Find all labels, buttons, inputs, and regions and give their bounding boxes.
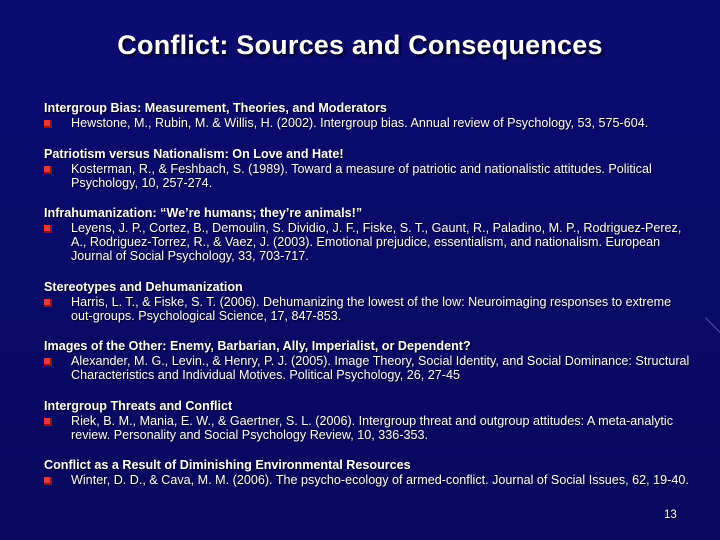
bullet-icon xyxy=(44,299,52,307)
list-item xyxy=(44,354,694,382)
list-item xyxy=(44,221,694,263)
reference-text: Kosterman, R., & Feshbach, S. (1989). Toward a measure of patriotic and nationalistic attitudes. Political Psychology, 10, 257-274. xyxy=(71,161,652,190)
reference-text: Winter, D. D., & Cava, M. M. (2006). The psycho-ecology of armed-conflict. Journal of Social Issues, 62, 19-40. xyxy=(71,473,689,487)
bullet-icon xyxy=(44,477,52,485)
section-heading: Stereotypes and Dehumanization xyxy=(44,279,243,294)
reference-section xyxy=(44,206,694,263)
section-heading: Intergroup Threats and Conflict xyxy=(44,398,233,413)
reference-text: Riek, B. M., Mania, E. W., & Gaertner, S. L. (2006). Intergroup threat and outgroup attitudes: A meta-analytic review. Personality and Social Psychology Review, 10, 336-353. xyxy=(71,413,674,442)
list-item xyxy=(44,414,694,442)
bullet-icon xyxy=(44,120,52,128)
list-item xyxy=(44,473,694,487)
bullet-icon xyxy=(44,225,52,233)
decorative-line xyxy=(705,317,720,339)
page-number: 13 xyxy=(664,509,677,521)
reference-list xyxy=(44,101,694,504)
section-heading: Intergroup Bias: Measurement, Theories, and Moderators xyxy=(44,101,387,115)
section-heading: Images of the Other: Enemy, Barbarian, Ally, Imperialist, or Dependent? xyxy=(44,339,471,353)
slide-title: Conflict: Sources and Consequences xyxy=(117,30,603,60)
section-heading: Infrahumanization: “We’re humans; they’re animals!” xyxy=(44,206,363,220)
reference-text: Leyens, J. P., Cortez, B., Demoulin, S. Dividio, J. F., Fiske, S. T., Gaunt, R., Paladino, M. P., Rodriguez-Perez, A., Rodriguez-Torrez, R., & Vaez, J. (2003). Emotional prejudice, essentialism, and nationalism. European Journal of Social Psychology, 33, 703-717. xyxy=(71,221,682,263)
reference-section xyxy=(44,399,694,442)
list-item xyxy=(44,295,694,323)
reference-text: Hewstone, M., Rubin, M. & Willis, H. (2002). Intergroup bias. Annual review of Psychology, 53, 575-604. xyxy=(71,116,649,130)
bullet-icon xyxy=(44,166,52,174)
reference-text: Alexander, M. G., Levin., & Henry, P. J. (2005). Image Theory, Social Identity, and Social Dominance: Structural Characteristics and Individual Motives. Political Psychology, 26, 27-45 xyxy=(71,354,690,382)
reference-section xyxy=(44,339,694,382)
bullet-icon xyxy=(44,418,52,426)
reference-text: Harris, L. T., & Fiske, S. T. (2006). Dehumanizing the lowest of the low: Neuroimaging responses to extreme out-groups. Psychological Science, 17, 847-853. xyxy=(71,294,672,323)
section-heading: Patriotism versus Nationalism: On Love and Hate! xyxy=(44,146,344,161)
bullet-icon xyxy=(44,358,52,366)
section-heading: Conflict as a Result of Diminishing Environmental Resources xyxy=(44,458,411,472)
reference-section xyxy=(44,147,694,190)
reference-section xyxy=(44,101,694,130)
reference-section xyxy=(44,280,694,323)
reference-section xyxy=(44,458,694,487)
list-item xyxy=(44,116,694,130)
list-item xyxy=(44,162,694,190)
